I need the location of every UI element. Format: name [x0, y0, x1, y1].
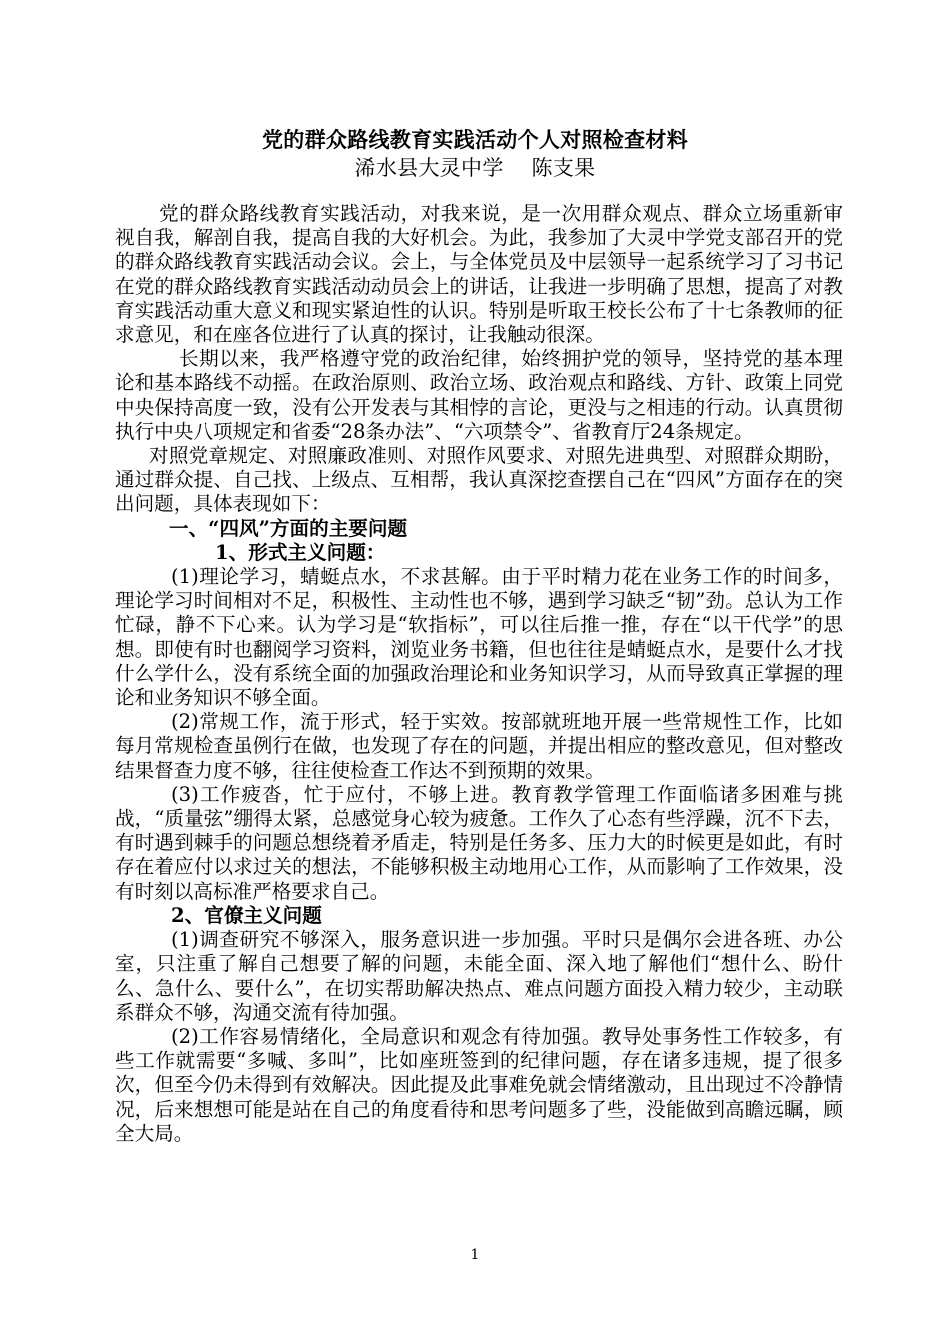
document-author: 浠水县大灵中学 陈支果 [354, 156, 596, 180]
document-title: 党的群众路线教育实践活动个人对照检查材料 [262, 127, 688, 152]
subsection-heading-bureaucracy: 2、官僚主义问题 [171, 903, 322, 927]
subsection-heading-formalism: 1、形式主义问题： [215, 540, 386, 564]
discipline-paragraph: 长期以来，我严格遵守党的政治纪律，始终拥护党的领导，坚持党的基本理论和基本路线不动摇。在政治原则、政治立场、政治观点和路线、方针、政策上同党中央保持高度一致，没有公开发表与其相悖的言论，更没与之相违的行动。认真贯彻执行中央八项规定和省委“28条办法”、“六项禁令”、省教育厅24条规定。 [115, 347, 843, 443]
section-heading: 一、“四风”方面的主要问题 [169, 516, 408, 540]
bureaucracy-item: (1)调查研究不够深入，服务意识进一步加强。平时只是偶尔会进各班、办公室，只注重了解自己想要了解的问题，未能全面、深入地了解他们“想什么、盼什么、急什么、要什么”，在切实帮助解决热点、难点问题方面投入精力较少，主动联系群众不够，沟通交流有待加强。 [115, 928, 843, 1024]
document-body [115, 202, 843, 1146]
bureaucracy-item: (2)工作容易情绪化，全局意识和观念有待加强。教导处事务性工作较多，有些工作就需要“多喊、多叫”，比如座班签到的纪律问题，存在诸多违规，提了很多次，但至今仍未得到有效解决。因此提及此事难免就会情绪激动，且出现过不冷静情况，后来想想可能是站在自己的角度看待和思考问题多了些，没能做到高瞻远瞩，顾全大局。 [115, 1024, 843, 1145]
formalism-item: (3)工作疲沓，忙于应付，不够上进。教育教学管理工作面临诸多困难与挑战，“质量弦”绷得太紧，总感觉身心较为疲惫。工作久了心态有些浮躁，沉不下去，有时遇到棘手的问题总想绕着矛盾走，特别是任务多、压力大的时候更是如此，有时存在着应付以求过关的想法，不能够积极主动地用心工作，从而影响了工作效果，没有时刻以高标准严格要求自己。 [115, 782, 843, 903]
intro-paragraph: 党的群众路线教育实践活动，对我来说，是一次用群众观点、群众立场重新审视自我，解剖自我，提高自我的大好机会。为此，我参加了大灵中学党支部召开的党的群众路线教育实践活动会议。会上，与全体党员及中层领导一起系统学习了习书记在党的群众路线教育实践活动动员会上的讲话，让我进一步明确了思想，提高了对教育实践活动重大意义和现实紧迫性的认识。特别是听取王校长公布了十七条教师的征求意见，和在座各位进行了认真的探讨，让我触动很深。 [115, 202, 843, 347]
formalism-item: (1)理论学习，蜻蜓点水，不求甚解。由于平时精力花在业务工作的时间多，理论学习时间相对不足，积极性、主动性也不够，遇到学习缺乏“韧”劲。总认为工作忙碌，静不下心来。认为学习是“软指标”，可以往后推一推，存在“以干代学”的思想。即使有时也翻阅学习资料，浏览业务书籍，但也往往是蜻蜓点水，是要什么才找什么学什么，没有系统全面的加强政治理论和业务知识学习，从而导致真正掌握的理论和业务知识不够全面。 [115, 565, 843, 710]
formalism-item: (2)常规工作，流于形式，轻于实效。按部就班地开展一些常规性工作，比如每月常规检查虽例行在做，也发现了存在的问题，并提出相应的整改意见，但对整改结果督查力度不够，往往使检查工作达不到预期的效果。 [115, 710, 843, 782]
self-review-paragraph: 对照党章规定、对照廉政准则、对照作风要求、对照先进典型、对照群众期盼，通过群众提、自己找、上级点、互相帮，我认真深挖查摆自己在“四风”方面存在的突出问题，具体表现如下： [115, 444, 843, 516]
page-number: 1 [470, 1247, 480, 1263]
